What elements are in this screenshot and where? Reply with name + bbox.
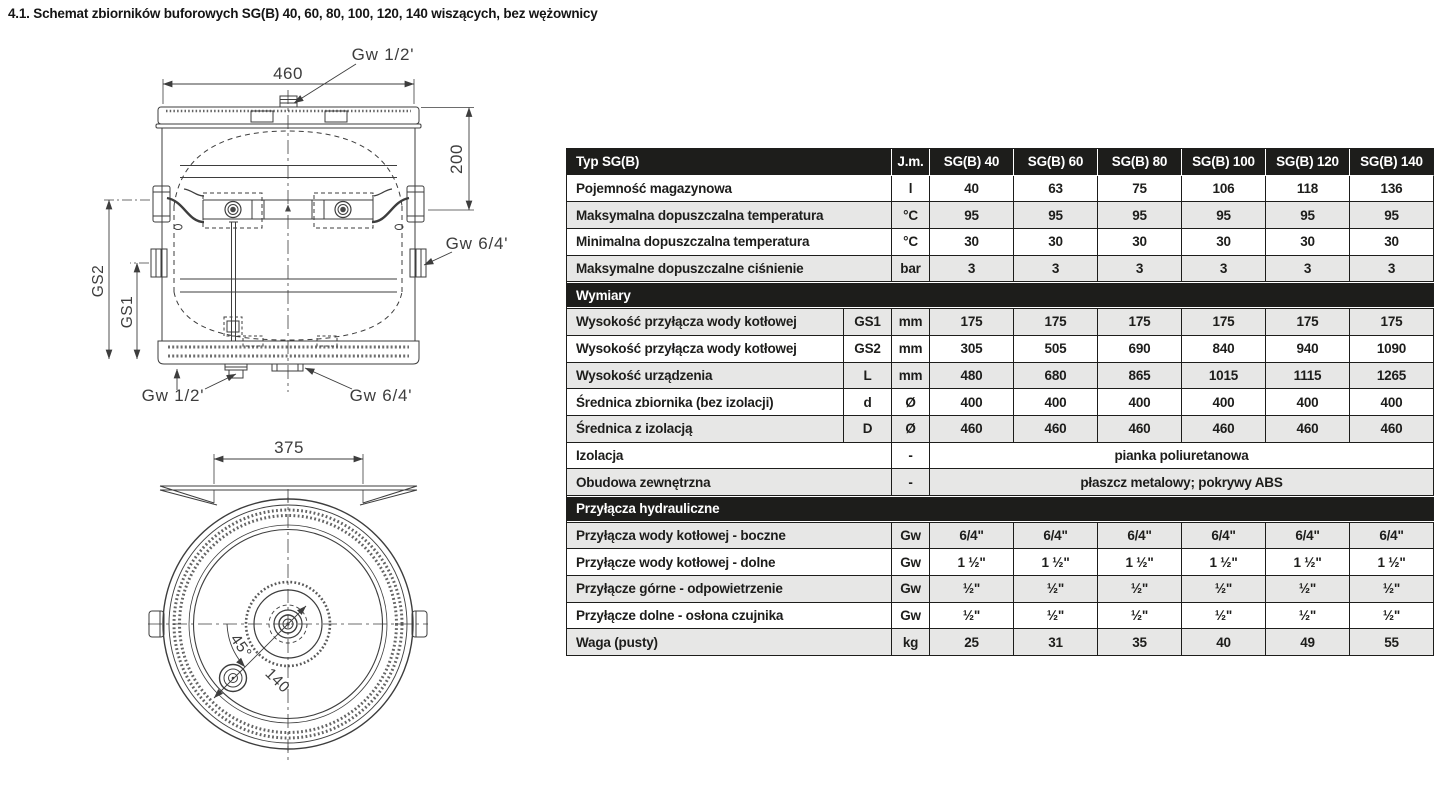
cell-value: 6/4" [1014,523,1098,550]
section-header-row [567,282,1434,309]
row-label: Maksymalna dopuszczalna temperatura [567,202,892,229]
cell-value: 460 [1014,416,1098,443]
table-row [567,576,1434,603]
row-symbol: D [844,416,892,443]
column-header-model: SG(B) 120 [1266,149,1350,176]
cell-value: 25 [930,629,1014,656]
dim-140: 140 [261,665,293,697]
column-header-unit: J.m. [892,149,930,176]
cell-value: 118 [1266,176,1350,203]
cell-value: 1115 [1266,363,1350,390]
table-row [567,603,1434,630]
cell-value: 55 [1350,629,1434,656]
cell-value: 3 [1266,256,1350,283]
cell-value: 175 [1098,309,1182,336]
cell-value: 95 [1014,202,1098,229]
cell-value: 3 [930,256,1014,283]
cell-value: 95 [1182,202,1266,229]
cell-value: 505 [1014,336,1098,363]
cell-value: 460 [1266,416,1350,443]
row-unit: - [892,469,930,496]
cell-value: 106 [1182,176,1266,203]
cell-value: 460 [930,416,1014,443]
row-label: Przyłącze wody kotłowej - dolne [567,549,892,576]
cell-value: ½" [930,576,1014,603]
row-label: Wysokość przyłącza wody kotłowej [567,336,844,363]
section-title: Wymiary [567,282,1434,308]
cell-value: ½" [1014,576,1098,603]
column-header-type: Typ SG(B) [567,149,892,176]
row-unit: °C [892,229,930,256]
page-title: 4.1. Schemat zbiorników buforowych SG(B) 40, 60, 80, 100, 120, 140 wiszących, bez wężownicy [8,6,598,21]
table-row [567,229,1434,256]
row-label: Przyłącze górne - odpowietrzenie [567,576,892,603]
cell-value: 3 [1098,256,1182,283]
cell-value: 480 [930,363,1014,390]
row-label: Wysokość przyłącza wody kotłowej [567,309,844,336]
row-unit: bar [892,256,930,283]
cell-value: 3 [1014,256,1098,283]
dim-375: 375 [274,438,304,457]
row-unit: °C [892,202,930,229]
table-row [567,336,1434,363]
table-row [567,389,1434,416]
table-row [567,469,1434,496]
cell-value: 35 [1098,629,1182,656]
label-gw-bottom-center: Gw 6/4' [349,386,413,405]
row-label: Średnica zbiornika (bez izolacji) [567,389,844,416]
cell-value: ½" [1014,603,1098,630]
row-label: Minimalna dopuszczalna temperatura [567,229,892,256]
row-unit: kg [892,629,930,656]
dim-460: 460 [273,64,303,83]
table-row [567,176,1434,203]
cell-value: ½" [930,603,1014,630]
row-label: Pojemność magazynowa [567,176,892,203]
cell-value: 6/4" [1350,523,1434,550]
cell-value: ½" [1098,576,1182,603]
cell-value: 690 [1098,336,1182,363]
table-row [567,256,1434,283]
row-label: Średnica z izolacją [567,416,844,443]
row-unit: Gw [892,576,930,603]
cell-value: 30 [1266,229,1350,256]
cell-value: 175 [1350,309,1434,336]
row-label: Obudowa zewnętrzna [567,469,892,496]
cell-value: 95 [930,202,1014,229]
column-header-model: SG(B) 80 [1098,149,1182,176]
column-header-model: SG(B) 140 [1350,149,1434,176]
front-view-labels [90,45,508,405]
row-unit: Gw [892,603,930,630]
cell-value: ½" [1182,603,1266,630]
tank-diagram [0,0,560,800]
dim-gs2: GS2 [90,264,107,298]
cell-value: 865 [1098,363,1182,390]
section-header-row [567,496,1434,523]
cell-value: 460 [1182,416,1266,443]
cell-value: 31 [1014,629,1098,656]
row-symbol: GS1 [844,309,892,336]
cell-value: 460 [1098,416,1182,443]
cell-value: 400 [930,389,1014,416]
front-view [101,64,474,392]
table-row [567,629,1434,656]
row-label: Waga (pusty) [567,629,892,656]
table-row [567,443,1434,470]
table-row [567,549,1434,576]
cell-value: 400 [1266,389,1350,416]
dim-gs1: GS1 [119,295,136,329]
cell-value: 1 ½" [930,549,1014,576]
cell-value: 63 [1014,176,1098,203]
row-unit: mm [892,363,930,390]
cell-value: 95 [1266,202,1350,229]
cell-value: 1015 [1182,363,1266,390]
row-symbol: GS2 [844,336,892,363]
cell-value: 30 [1350,229,1434,256]
cell-value: 6/4" [1182,523,1266,550]
cell-value: ½" [1266,603,1350,630]
row-label: Maksymalne dopuszczalne ciśnienie [567,256,892,283]
cell-value: 400 [1350,389,1434,416]
cell-value: 680 [1014,363,1098,390]
column-header-model: SG(B) 60 [1014,149,1098,176]
cell-value: ½" [1266,576,1350,603]
cell-value: 40 [1182,629,1266,656]
table-row [567,416,1434,443]
cell-value: 136 [1350,176,1434,203]
cell-value: 305 [930,336,1014,363]
cell-value: 460 [1350,416,1434,443]
cell-value: 1 ½" [1098,549,1182,576]
dim-45deg: 45° [226,631,255,662]
row-label: Przyłącze dolne - osłona czujnika [567,603,892,630]
cell-value: 400 [1098,389,1182,416]
row-label: Przyłącza wody kotłowej - boczne [567,523,892,550]
cell-value: 1 ½" [1350,549,1434,576]
label-gw-side: Gw 6/4' [445,234,509,253]
column-header-model: SG(B) 100 [1182,149,1266,176]
cell-value: 840 [1182,336,1266,363]
row-symbol: d [844,389,892,416]
label-gw-bottom-left: Gw 1/2' [141,386,205,405]
row-symbol: L [844,363,892,390]
table-row [567,523,1434,550]
cell-value: 75 [1098,176,1182,203]
row-unit: Gw [892,549,930,576]
cell-value: 175 [1266,309,1350,336]
row-unit: - [892,443,930,470]
row-span-value: pianka poliuretanowa [930,443,1434,470]
column-header-model: SG(B) 40 [930,149,1014,176]
cell-value: 940 [1266,336,1350,363]
cell-value: 1090 [1350,336,1434,363]
cell-value: 49 [1266,629,1350,656]
label-gw-top: Gw 1/2' [351,45,415,64]
cell-value: 6/4" [1266,523,1350,550]
spec-table [566,148,1434,656]
row-span-value: płaszcz metalowy; pokrywy ABS [930,469,1434,496]
table-row [567,202,1434,229]
table-row [567,363,1434,390]
dim-200: 200 [447,144,466,174]
cell-value: 175 [930,309,1014,336]
cell-value: 30 [930,229,1014,256]
row-unit: Ø [892,416,930,443]
cell-value: ½" [1098,603,1182,630]
cell-value: 30 [1098,229,1182,256]
row-unit: mm [892,309,930,336]
cell-value: 175 [1014,309,1098,336]
row-label: Izolacja [567,443,892,470]
table-row [567,309,1434,336]
row-unit: mm [892,336,930,363]
cell-value: 400 [1014,389,1098,416]
cell-value: 95 [1350,202,1434,229]
cell-value: 3 [1182,256,1266,283]
table-header-row [567,149,1434,176]
cell-value: 95 [1098,202,1182,229]
top-view [148,454,428,761]
cell-value: 3 [1350,256,1434,283]
cell-value: 400 [1182,389,1266,416]
section-title: Przyłącza hydrauliczne [567,496,1434,522]
cell-value: 6/4" [930,523,1014,550]
cell-value: 40 [930,176,1014,203]
cell-value: 30 [1182,229,1266,256]
cell-value: 30 [1014,229,1098,256]
cell-value: 1 ½" [1014,549,1098,576]
cell-value: 6/4" [1098,523,1182,550]
row-unit: Ø [892,389,930,416]
cell-value: ½" [1350,576,1434,603]
row-label: Wysokość urządzenia [567,363,844,390]
row-unit: Gw [892,523,930,550]
cell-value: 1 ½" [1266,549,1350,576]
cell-value: 175 [1182,309,1266,336]
cell-value: ½" [1182,576,1266,603]
cell-value: 1 ½" [1182,549,1266,576]
cell-value: 1265 [1350,363,1434,390]
row-unit: l [892,176,930,203]
cell-value: ½" [1350,603,1434,630]
